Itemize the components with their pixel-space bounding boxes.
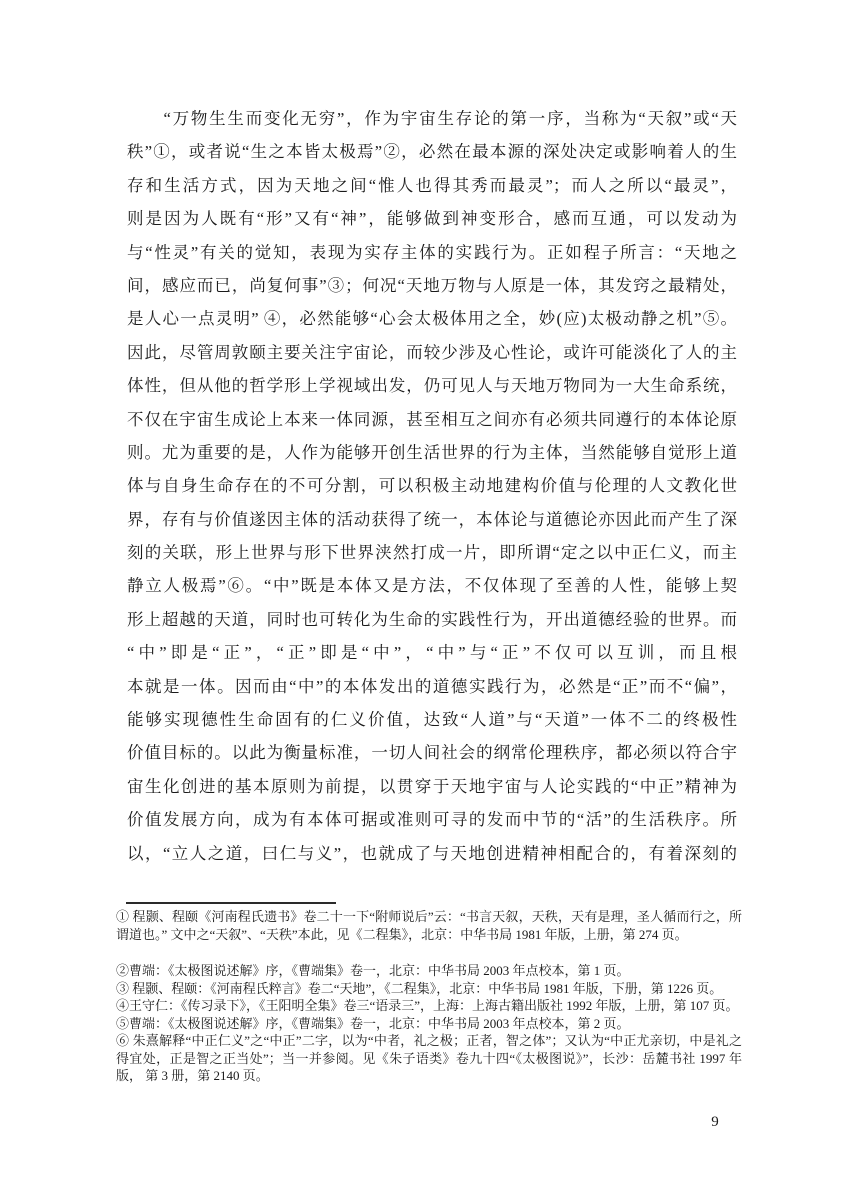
- body-line: 体性，但从他的哲学形上学视域出发，仍可见人与天地万物同为一大生命系统，: [127, 376, 737, 396]
- body-line: 宙生化创进的基本原则为前提，以贯穿于天地宇宙与人论实践的“中正”精神为: [127, 776, 737, 796]
- body-line: 秩”①，或者说“生之本皆太极焉”②，必然在最本源的深处决定或影响着人的生: [127, 142, 737, 162]
- body-line: “中”即是“正”，“正”即是“中”，“中”与“正”不仅可以互训，而且根: [127, 643, 737, 663]
- footnote-item: ⑤曹端：《太极图说述解》序，《曹端集》卷一，北京：中华书局 2003 年点校本，第 2 页。: [116, 1015, 630, 1031]
- body-line: 刻的关联，形上世界与形下世界浃然打成一片，即所谓“定之以中正仁义，而主: [127, 543, 737, 563]
- body-line: 以，“立人之道，曰仁与义”，也就成了与天地创进精神相配合的，有着深刻的: [127, 843, 737, 863]
- body-line: 不仅在宇宙生成论上本来一体同源，甚至相互之间亦有必须共同遵行的本体论原: [127, 409, 737, 429]
- body-line: 界，存有与价值遂因主体的活动获得了统一，本体论与道德论亦因此而产生了深: [127, 509, 737, 529]
- body-line: “万物生生而变化无穷”，作为宇宙生存论的第一序，当称为“天叙”或“天: [127, 109, 737, 128]
- body-text: [127, 102, 737, 870]
- body-line: 价值目标的。以此为衡量标准，一切人间社会的纲常伦理秩序，都必须以符合宇: [127, 743, 737, 763]
- body-line: 与“性灵”有关的觉知，表现为实存主体的实践行为。正如程子所言：“天地之: [127, 242, 737, 262]
- body-line: 能够实现德性生命固有的仁义价值，达致“人道”与“天道”一体不二的终极性: [127, 710, 737, 730]
- body-line: 间，感应而已，尚复何事”③；何况“天地万物与人原是一体，其发窍之最精处，: [127, 275, 737, 295]
- footnote-item: ① 程颢、程颐《河南程氏遗书》卷二十一下“附师说后”云：“书言天叙，天秩，天有是理，圣人循而行之，所谓道也。” 文中之“天叙”、“天秩”本此，见《二程集》，北京：中华书局 1981 年版，上册，第 274 页。: [116, 909, 742, 942]
- footnote-item: ③ 程颢、程颐：《河南程氏粹言》卷二“天地”，《二程集》，北京：中华书局 1981 年版，下册，第 1226 页。: [116, 980, 723, 996]
- footnote-item: ④王守仁：《传习录下》，《王阳明全集》卷三“语录三”，上海：上海古籍出版社 1992 年版，上册，第 107 页。: [116, 998, 739, 1013]
- page-number: 9: [711, 1114, 719, 1130]
- footnote-item: ②曹端：《太极图说述解》序，《曹端集》卷一，北京：中华书局 2003 年点校本，第 1 页。: [116, 963, 630, 978]
- body-line: 是人心一点灵明” ④，必然能够“心会太极体用之全，妙(应)太极动静之机”⑤。: [127, 309, 737, 329]
- body-line: 本就是一体。因而由“中”的本体发出的道德实践行为，必然是“正”而不“偏”，: [127, 676, 737, 696]
- footnote-separator: [126, 902, 336, 904]
- footnotes: [116, 908, 742, 1085]
- body-line: 则是因为人既有“形”又有“神”，能够做到神变形合，感而互通，可以发动为: [127, 209, 737, 229]
- body-line: 则。尤为重要的是，人作为能够开创生活世界的行为主体，当然能够自觉形上道: [127, 442, 737, 462]
- body-line: 体与自身生命存在的不可分割，可以积极主动地建构价值与伦理的人文教化世: [127, 476, 737, 496]
- footnote-item: ⑥ 朱熹解释“中正仁义”之“中正”二字，以为“中者，礼之极；正者，智之体”；又认为“中正尤亲切，中是礼之得宜处，正是智之正当处”；当一并参阅。见《朱子语类》卷九十四“《太极图说》”，长沙：岳麓书社 1997 年版， 第 3 册，第 2140 页。: [116, 1033, 742, 1083]
- body-line: 存和生活方式，因为天地之间“惟人也得其秀而最灵”；而人之所以“最灵”，: [127, 175, 737, 195]
- body-line: 形上超越的天道，同时也可转化为生命的实践性行为，开出道德经验的世界。而: [127, 609, 737, 629]
- body-line: 价值发展方向，成为有本体可据或准则可寻的发而中节的“活”的生活秩序。所: [127, 810, 737, 830]
- body-line: 静立人极焉”⑥。“中”既是本体又是方法，不仅体现了至善的人性，能够上契: [127, 576, 737, 596]
- body-line: 因此，尽管周敦颐主要关注宇宙论，而较少涉及心性论，或许可能淡化了人的主: [127, 342, 737, 362]
